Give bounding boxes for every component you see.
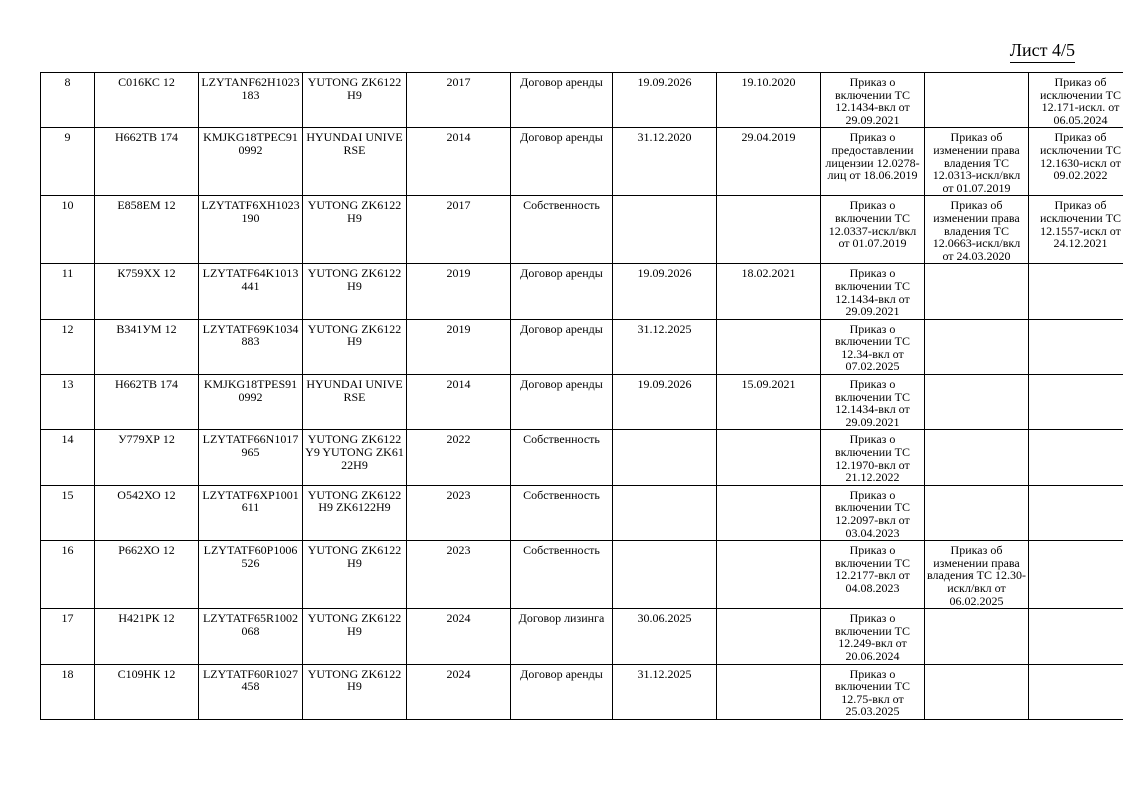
ownership-basis-cell: Договор аренды: [511, 319, 613, 374]
contract-start-date-cell: 15.09.2021: [717, 375, 821, 430]
manufacture-year-cell: 2022: [407, 430, 511, 485]
registration-plate-cell: У779ХР 12: [95, 430, 199, 485]
ownership-change-order-cell: Приказ об изменении права владения ТС 12.30-искл/вкл от 06.02.2025: [925, 541, 1029, 609]
contract-end-date-cell: [613, 430, 717, 485]
manufacture-year-cell: 2017: [407, 196, 511, 264]
vin-cell: LZYTATF6XH1023190: [199, 196, 303, 264]
contract-end-date-cell: [613, 485, 717, 540]
vehicle-model-cell: YUTONG ZK6122H9: [303, 73, 407, 128]
exclusion-order-cell: [1029, 485, 1123, 540]
vehicle-model-cell: YUTONG ZK6122H9: [303, 319, 407, 374]
registry-table-body: [41, 73, 1123, 720]
registration-plate-cell: В341УМ 12: [95, 319, 199, 374]
vin-cell: LZYTATF60R1027458: [199, 664, 303, 719]
registration-plate-cell: О542ХО 12: [95, 485, 199, 540]
vehicle-model-cell: YUTONG ZK6122Y9 YUTONG ZK6122H9: [303, 430, 407, 485]
inclusion-order-cell: Приказ о включении ТС 12.0337-искл/вкл от 01.07.2019: [821, 196, 925, 264]
contract-end-date-cell: 19.09.2026: [613, 73, 717, 128]
ownership-change-order-cell: [925, 430, 1029, 485]
exclusion-order-cell: [1029, 541, 1123, 609]
table-row: [41, 196, 1123, 264]
sheet-number: Лист 4/5: [1010, 39, 1075, 63]
contract-end-date-cell: 19.09.2026: [613, 264, 717, 319]
inclusion-order-cell: Приказ о включении ТС 12.34-вкл от 07.02.2025: [821, 319, 925, 374]
contract-end-date-cell: [613, 541, 717, 609]
manufacture-year-cell: 2024: [407, 664, 511, 719]
ownership-change-order-cell: [925, 73, 1029, 128]
inclusion-order-cell: Приказ о включении ТС 12.249-вкл от 20.06.2024: [821, 609, 925, 664]
exclusion-order-cell: Приказ об исключении ТС 12.1557-искл от 24.12.2021: [1029, 196, 1123, 264]
vehicle-model-cell: YUTONG ZK6122H9: [303, 196, 407, 264]
vin-cell: LZYTATF66N1017965: [199, 430, 303, 485]
table-row: [41, 541, 1123, 609]
vin-cell: KMJKG18TPEC910992: [199, 128, 303, 196]
exclusion-order-cell: [1029, 264, 1123, 319]
ownership-basis-cell: Собственность: [511, 485, 613, 540]
registration-plate-cell: Н421РК 12: [95, 609, 199, 664]
registration-plate-cell: Н662ТВ 174: [95, 128, 199, 196]
contract-end-date-cell: 31.12.2020: [613, 128, 717, 196]
manufacture-year-cell: 2019: [407, 319, 511, 374]
exclusion-order-cell: [1029, 375, 1123, 430]
contract-end-date-cell: 31.12.2025: [613, 664, 717, 719]
ownership-change-order-cell: [925, 609, 1029, 664]
registration-plate-cell: С109НК 12: [95, 664, 199, 719]
ownership-basis-cell: Собственность: [511, 430, 613, 485]
row-number-cell: 17: [41, 609, 95, 664]
contract-start-date-cell: [717, 609, 821, 664]
table-row: [41, 73, 1123, 128]
ownership-basis-cell: Договор аренды: [511, 128, 613, 196]
inclusion-order-cell: Приказ о включении ТС 12.2097-вкл от 03.04.2023: [821, 485, 925, 540]
inclusion-order-cell: Приказ о включении ТС 12.1434-вкл от 29.09.2021: [821, 375, 925, 430]
vehicle-model-cell: YUTONG ZK6122H9 ZK6122H9: [303, 485, 407, 540]
exclusion-order-cell: [1029, 430, 1123, 485]
ownership-basis-cell: Договор аренды: [511, 375, 613, 430]
table-row: [41, 430, 1123, 485]
vehicle-model-cell: HYUNDAI UNIVERSE: [303, 375, 407, 430]
ownership-change-order-cell: [925, 264, 1029, 319]
exclusion-order-cell: [1029, 664, 1123, 719]
contract-start-date-cell: [717, 485, 821, 540]
contract-start-date-cell: 18.02.2021: [717, 264, 821, 319]
inclusion-order-cell: Приказ о включении ТС 12.1434-вкл от 29.09.2021: [821, 73, 925, 128]
ownership-change-order-cell: [925, 485, 1029, 540]
registration-plate-cell: Р662ХО 12: [95, 541, 199, 609]
contract-start-date-cell: [717, 196, 821, 264]
vehicle-registry-table: [40, 72, 1123, 720]
table-row: [41, 375, 1123, 430]
exclusion-order-cell: [1029, 609, 1123, 664]
inclusion-order-cell: Приказ о включении ТС 12.2177-вкл от 04.08.2023: [821, 541, 925, 609]
contract-start-date-cell: 19.10.2020: [717, 73, 821, 128]
ownership-basis-cell: Договор аренды: [511, 73, 613, 128]
row-number-cell: 14: [41, 430, 95, 485]
vin-cell: LZYTATF69K1034883: [199, 319, 303, 374]
row-number-cell: 8: [41, 73, 95, 128]
manufacture-year-cell: 2023: [407, 485, 511, 540]
row-number-cell: 12: [41, 319, 95, 374]
ownership-change-order-cell: [925, 319, 1029, 374]
registration-plate-cell: Н662ТВ 174: [95, 375, 199, 430]
manufacture-year-cell: 2014: [407, 128, 511, 196]
table-row: [41, 664, 1123, 719]
vin-cell: KMJKG18TPES910992: [199, 375, 303, 430]
row-number-cell: 10: [41, 196, 95, 264]
registration-plate-cell: Е858ЕМ 12: [95, 196, 199, 264]
manufacture-year-cell: 2024: [407, 609, 511, 664]
ownership-change-order-cell: Приказ об изменении права владения ТС 12.0313-искл/вкл от 01.07.2019: [925, 128, 1029, 196]
contract-start-date-cell: [717, 541, 821, 609]
contract-start-date-cell: [717, 664, 821, 719]
vin-cell: LZYTATF65R1002068: [199, 609, 303, 664]
exclusion-order-cell: Приказ об исключении ТС 12.1630-искл от 09.02.2022: [1029, 128, 1123, 196]
vehicle-model-cell: YUTONG ZK6122H9: [303, 541, 407, 609]
ownership-basis-cell: Договор аренды: [511, 264, 613, 319]
manufacture-year-cell: 2019: [407, 264, 511, 319]
registration-plate-cell: С016КС 12: [95, 73, 199, 128]
vin-cell: LZYTANF62H1023183: [199, 73, 303, 128]
ownership-basis-cell: Собственность: [511, 541, 613, 609]
contract-start-date-cell: [717, 430, 821, 485]
manufacture-year-cell: 2023: [407, 541, 511, 609]
ownership-basis-cell: Договор лизинга: [511, 609, 613, 664]
row-number-cell: 13: [41, 375, 95, 430]
inclusion-order-cell: Приказ о включении ТС 12.1434-вкл от 29.09.2021: [821, 264, 925, 319]
table-row: [41, 609, 1123, 664]
vin-cell: LZYTATF6XP1001611: [199, 485, 303, 540]
vin-cell: LZYTATF60P1006526: [199, 541, 303, 609]
exclusion-order-cell: Приказ об исключении ТС 12.171-искл. от 06.05.2024: [1029, 73, 1123, 128]
table-row: [41, 319, 1123, 374]
vehicle-model-cell: YUTONG ZK6122H9: [303, 609, 407, 664]
vin-cell: LZYTATF64K1013441: [199, 264, 303, 319]
table-row: [41, 128, 1123, 196]
vehicle-model-cell: YUTONG ZK6122H9: [303, 264, 407, 319]
table-row: [41, 485, 1123, 540]
row-number-cell: 18: [41, 664, 95, 719]
ownership-basis-cell: Договор аренды: [511, 664, 613, 719]
vehicle-model-cell: YUTONG ZK6122H9: [303, 664, 407, 719]
inclusion-order-cell: Приказ о предоставлении лицензии 12.0278-лиц от 18.06.2019: [821, 128, 925, 196]
ownership-change-order-cell: Приказ об изменении права владения ТС 12.0663-искл/вкл от 24.03.2020: [925, 196, 1029, 264]
contract-end-date-cell: [613, 196, 717, 264]
inclusion-order-cell: Приказ о включении ТС 12.75-вкл от 25.03.2025: [821, 664, 925, 719]
contract-end-date-cell: 19.09.2026: [613, 375, 717, 430]
contract-start-date-cell: 29.04.2019: [717, 128, 821, 196]
ownership-change-order-cell: [925, 664, 1029, 719]
inclusion-order-cell: Приказ о включении ТС 12.1970-вкл от 21.12.2022: [821, 430, 925, 485]
registration-plate-cell: К759ХХ 12: [95, 264, 199, 319]
ownership-change-order-cell: [925, 375, 1029, 430]
ownership-basis-cell: Собственность: [511, 196, 613, 264]
row-number-cell: 15: [41, 485, 95, 540]
vehicle-model-cell: HYUNDAI UNIVERSE: [303, 128, 407, 196]
row-number-cell: 16: [41, 541, 95, 609]
exclusion-order-cell: [1029, 319, 1123, 374]
contract-end-date-cell: 31.12.2025: [613, 319, 717, 374]
table-row: [41, 264, 1123, 319]
contract-end-date-cell: 30.06.2025: [613, 609, 717, 664]
row-number-cell: 9: [41, 128, 95, 196]
row-number-cell: 11: [41, 264, 95, 319]
contract-start-date-cell: [717, 319, 821, 374]
manufacture-year-cell: 2017: [407, 73, 511, 128]
manufacture-year-cell: 2014: [407, 375, 511, 430]
